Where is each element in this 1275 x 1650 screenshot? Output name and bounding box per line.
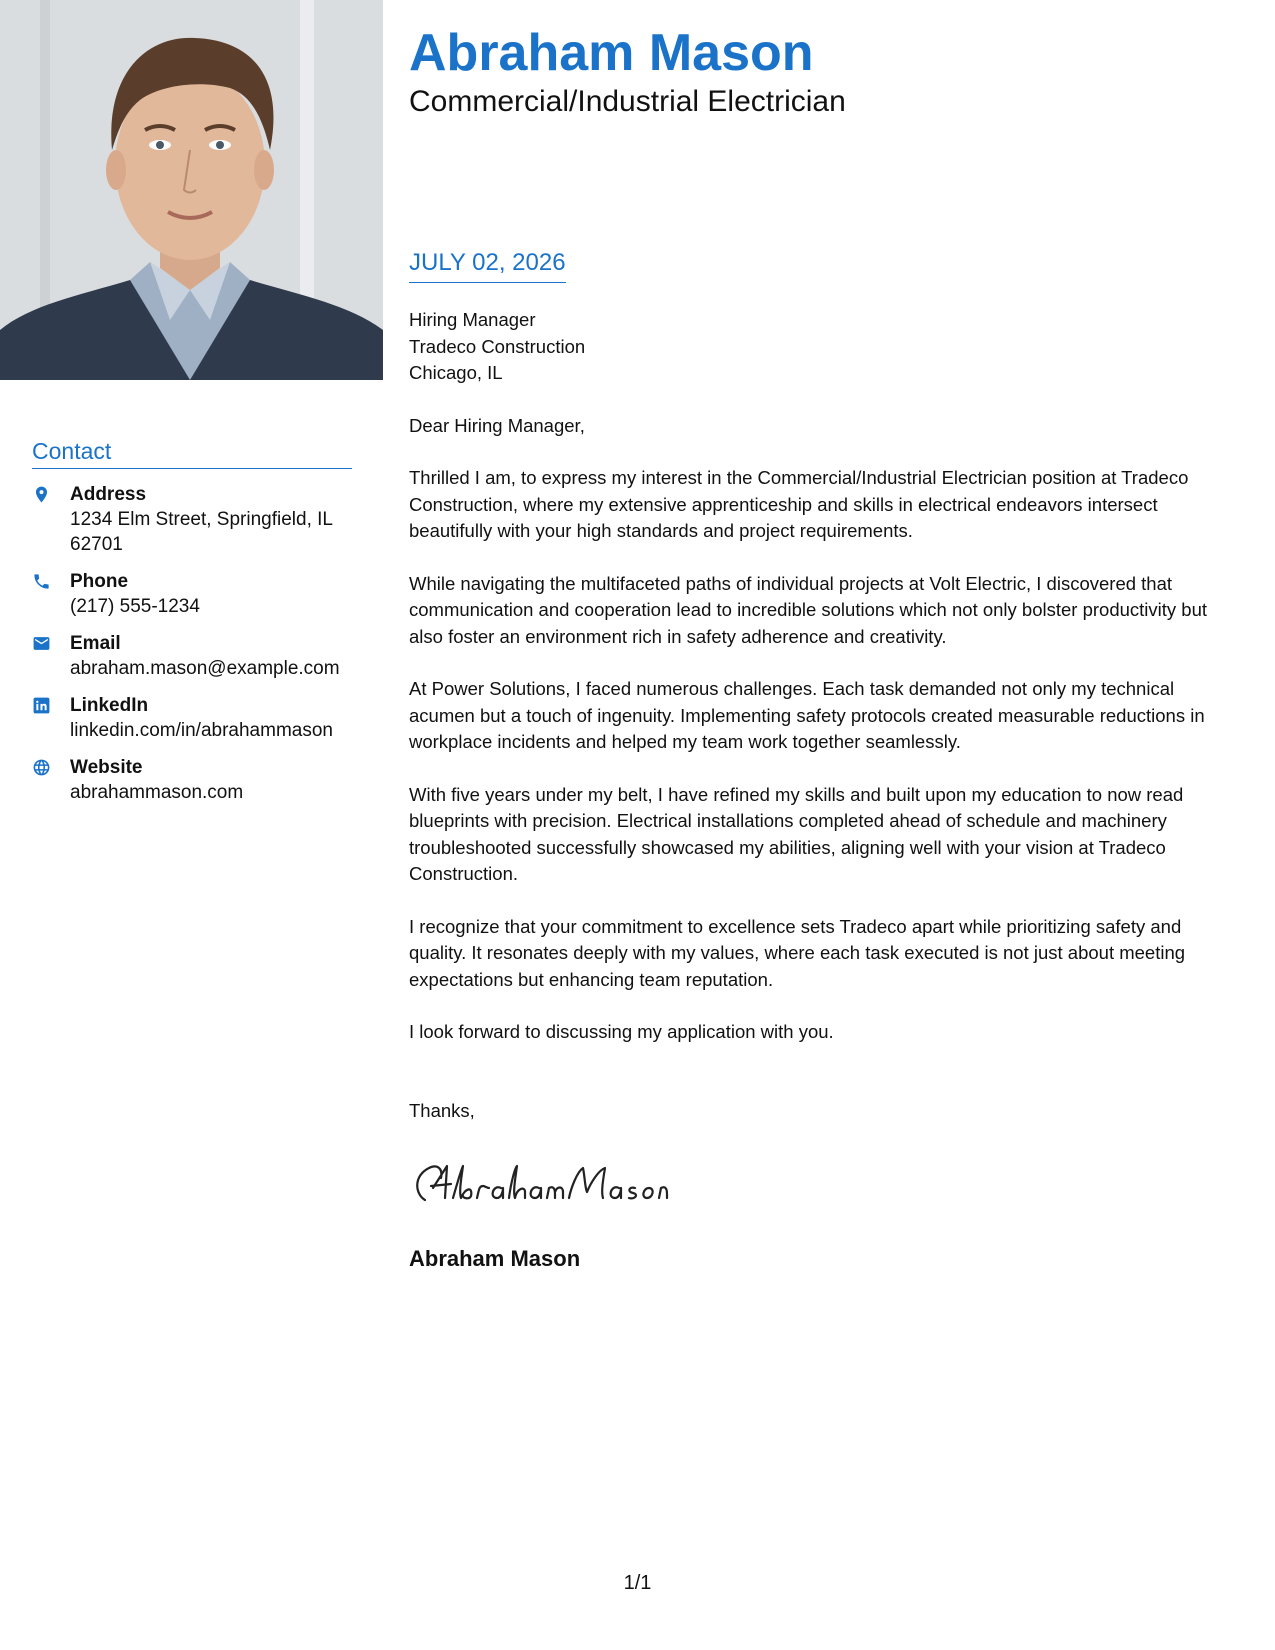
letter-body — [409, 307, 1239, 1150]
letter-paragraph: With five years under my belt, I have refined my skills and built upon my education to now read blueprints with precision. Electrical installations completed ahead of schedule and machinery troubleshooted successfully showcased my abilities, aligning well with your vision at Tradeco Construction. — [409, 783, 1184, 884]
job-title: Commercial/Industrial Electrician — [409, 85, 846, 118]
contact-phone — [32, 569, 352, 619]
contact-linkedin — [32, 693, 352, 743]
applicant-name: Abraham Mason — [409, 24, 814, 82]
address-value: 1234 Elm Street, Springfield, IL 62701 — [70, 509, 333, 555]
contact-address — [32, 482, 352, 557]
signed-name: Abraham Mason — [409, 1246, 581, 1271]
email-icon — [32, 631, 70, 681]
page-number: 1/1 — [623, 1572, 652, 1594]
linkedin-icon — [32, 693, 70, 743]
email-value[interactable]: abraham.mason@example.com — [70, 658, 340, 679]
phone-icon — [32, 569, 70, 619]
letter-paragraph: At Power Solutions, I faced numerous challenges. Each task demanded not only my technical acumen but a touch of ingenuity. Implementing safety protocols created measurable reductions in workplace incidents and helped my team work together seamlessly. — [409, 678, 1205, 752]
recipient-line: Hiring Manager — [409, 309, 536, 330]
website-value[interactable]: abrahammason.com — [70, 782, 244, 803]
recipient-line: Tradeco Construction — [409, 335, 586, 357]
contact-website — [32, 755, 352, 805]
handwritten-signature — [407, 1158, 667, 1208]
profile-photo — [0, 0, 383, 380]
contact-label: Phone — [70, 571, 129, 592]
letter-paragraph: I recognize that your commitment to excellence sets Tradeco apart while prioritizing safety and quality. It resonates deeply with my values, where each task executed is not just about meeting expectations but enhancing team reputation. — [409, 915, 1186, 990]
letter-date: JULY 02, 2026 — [409, 248, 566, 283]
contact-email — [32, 631, 352, 681]
closing: Thanks, — [409, 1099, 475, 1121]
linkedin-value[interactable]: linkedin.com/in/abrahammason — [70, 720, 333, 741]
phone-value[interactable]: (217) 555-1234 — [70, 596, 200, 617]
contact-label: Website — [70, 757, 143, 778]
letter-paragraph: While navigating the multifaceted paths of individual projects at Volt Electric, I discovered that communication and cooperation lead to incredible solutions which not only bolster productivity but also foster an environment rich in safety adherence and creativity. — [409, 572, 1208, 647]
map-pin-icon — [32, 482, 70, 557]
contact-label: Address — [70, 484, 147, 505]
letter-paragraph: Thrilled I am, to express my interest in the Commercial/Industrial Electrician position at Tradeco Construction, where my extensive apprenticeship and skills in electrical endeavors intersect beautifully with your high standards and project requirements. — [409, 467, 1189, 541]
contact-label: LinkedIn — [70, 695, 149, 716]
letter-paragraph: I look forward to discussing my application with you. — [409, 1021, 834, 1042]
globe-icon — [32, 755, 70, 805]
recipient-block — [409, 307, 1239, 387]
contact-section — [32, 438, 352, 805]
recipient-line: Chicago, IL — [409, 362, 503, 383]
contact-heading: Contact — [32, 438, 352, 469]
contact-label: Email — [70, 633, 121, 654]
salutation: Dear Hiring Manager, — [409, 414, 585, 436]
